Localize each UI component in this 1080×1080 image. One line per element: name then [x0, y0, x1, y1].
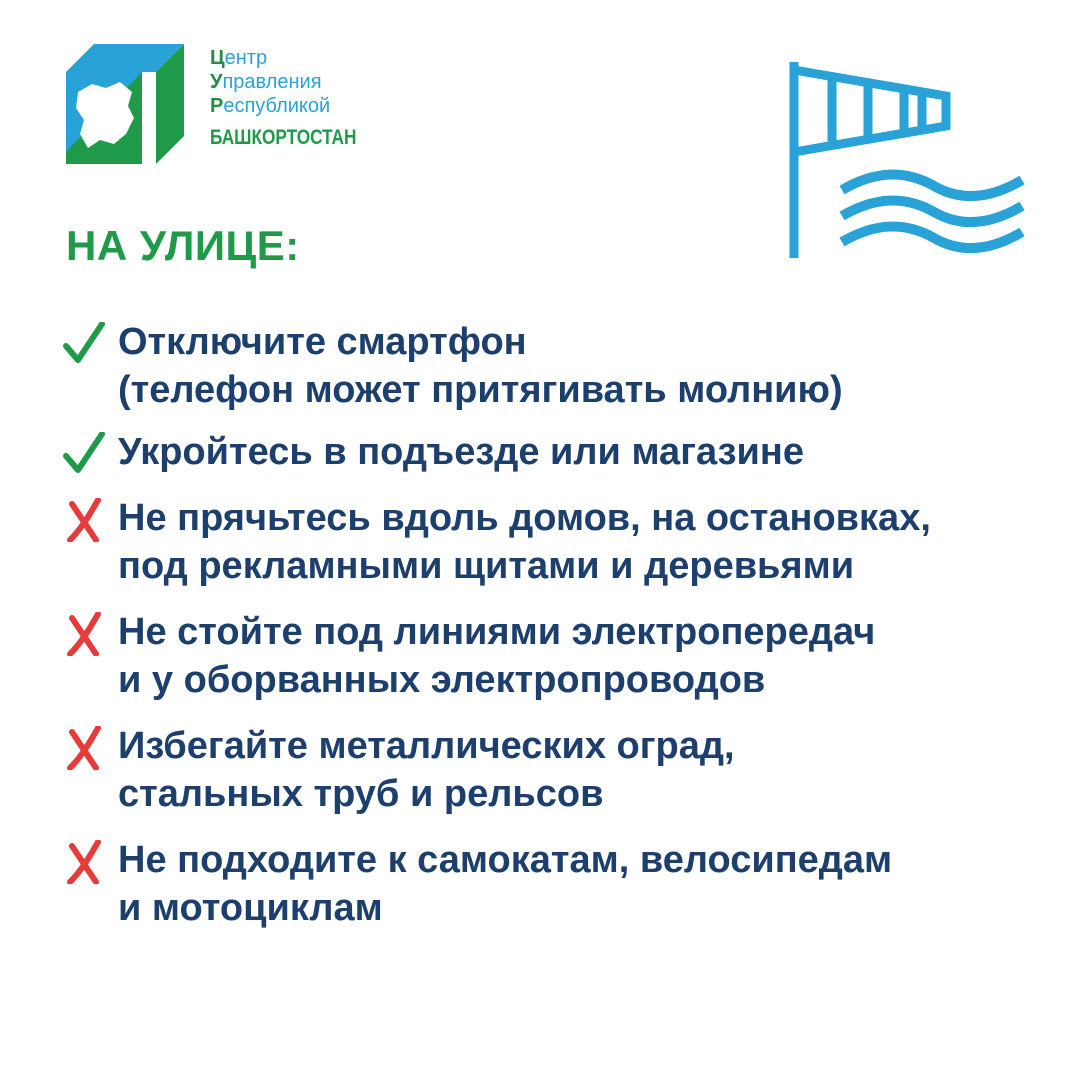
item-text: Не стойте под линиями электропередач — [118, 611, 876, 653]
list-item-do — [62, 318, 1052, 414]
windsock-flag-icon — [786, 62, 1026, 258]
list-item-do — [62, 428, 1052, 476]
logo-line3-cap: Р — [210, 95, 224, 117]
item-text: под рекламными щитами и деревьями — [118, 545, 855, 587]
check-icon — [62, 322, 106, 366]
logo-line3: еспубликой — [223, 95, 331, 117]
cross-icon — [62, 612, 106, 656]
list-item-dont — [62, 608, 1052, 704]
list-item-dont — [62, 722, 1052, 818]
item-text: Отключите смартфон — [118, 321, 527, 363]
logo-cube-icon — [66, 44, 184, 164]
item-text: (телефон может притягивать молнию) — [118, 369, 843, 411]
item-text: Избегайте металлических оград, — [118, 725, 735, 767]
list-item-dont — [62, 836, 1052, 932]
logo-line2-cap: У — [210, 71, 223, 93]
logo-text — [210, 46, 389, 150]
logo-line2: правления — [222, 71, 322, 93]
cross-icon — [62, 840, 106, 884]
item-text: стальных труб и рельсов — [118, 773, 604, 815]
item-text: Укройтесь в подъезде или магазине — [118, 431, 804, 473]
cross-icon — [62, 498, 106, 542]
logo-region: БАШКОРТОСТАН — [210, 126, 357, 149]
list-item-dont — [62, 494, 1052, 590]
logo-line1-cap: Ц — [210, 47, 225, 69]
item-text: Не прячьтесь вдоль домов, на остановках, — [118, 497, 931, 539]
logo — [66, 44, 396, 174]
logo-line1: ентр — [224, 47, 268, 69]
item-text: и у оборванных электропроводов — [118, 659, 766, 701]
page-title: НА УЛИЦЕ: — [66, 222, 300, 269]
tips-list — [62, 318, 1052, 932]
item-text: и мотоциклам — [118, 887, 383, 929]
check-icon — [62, 432, 106, 476]
item-text: Не подходите к самокатам, велосипедам — [118, 839, 893, 881]
cross-icon — [62, 726, 106, 770]
